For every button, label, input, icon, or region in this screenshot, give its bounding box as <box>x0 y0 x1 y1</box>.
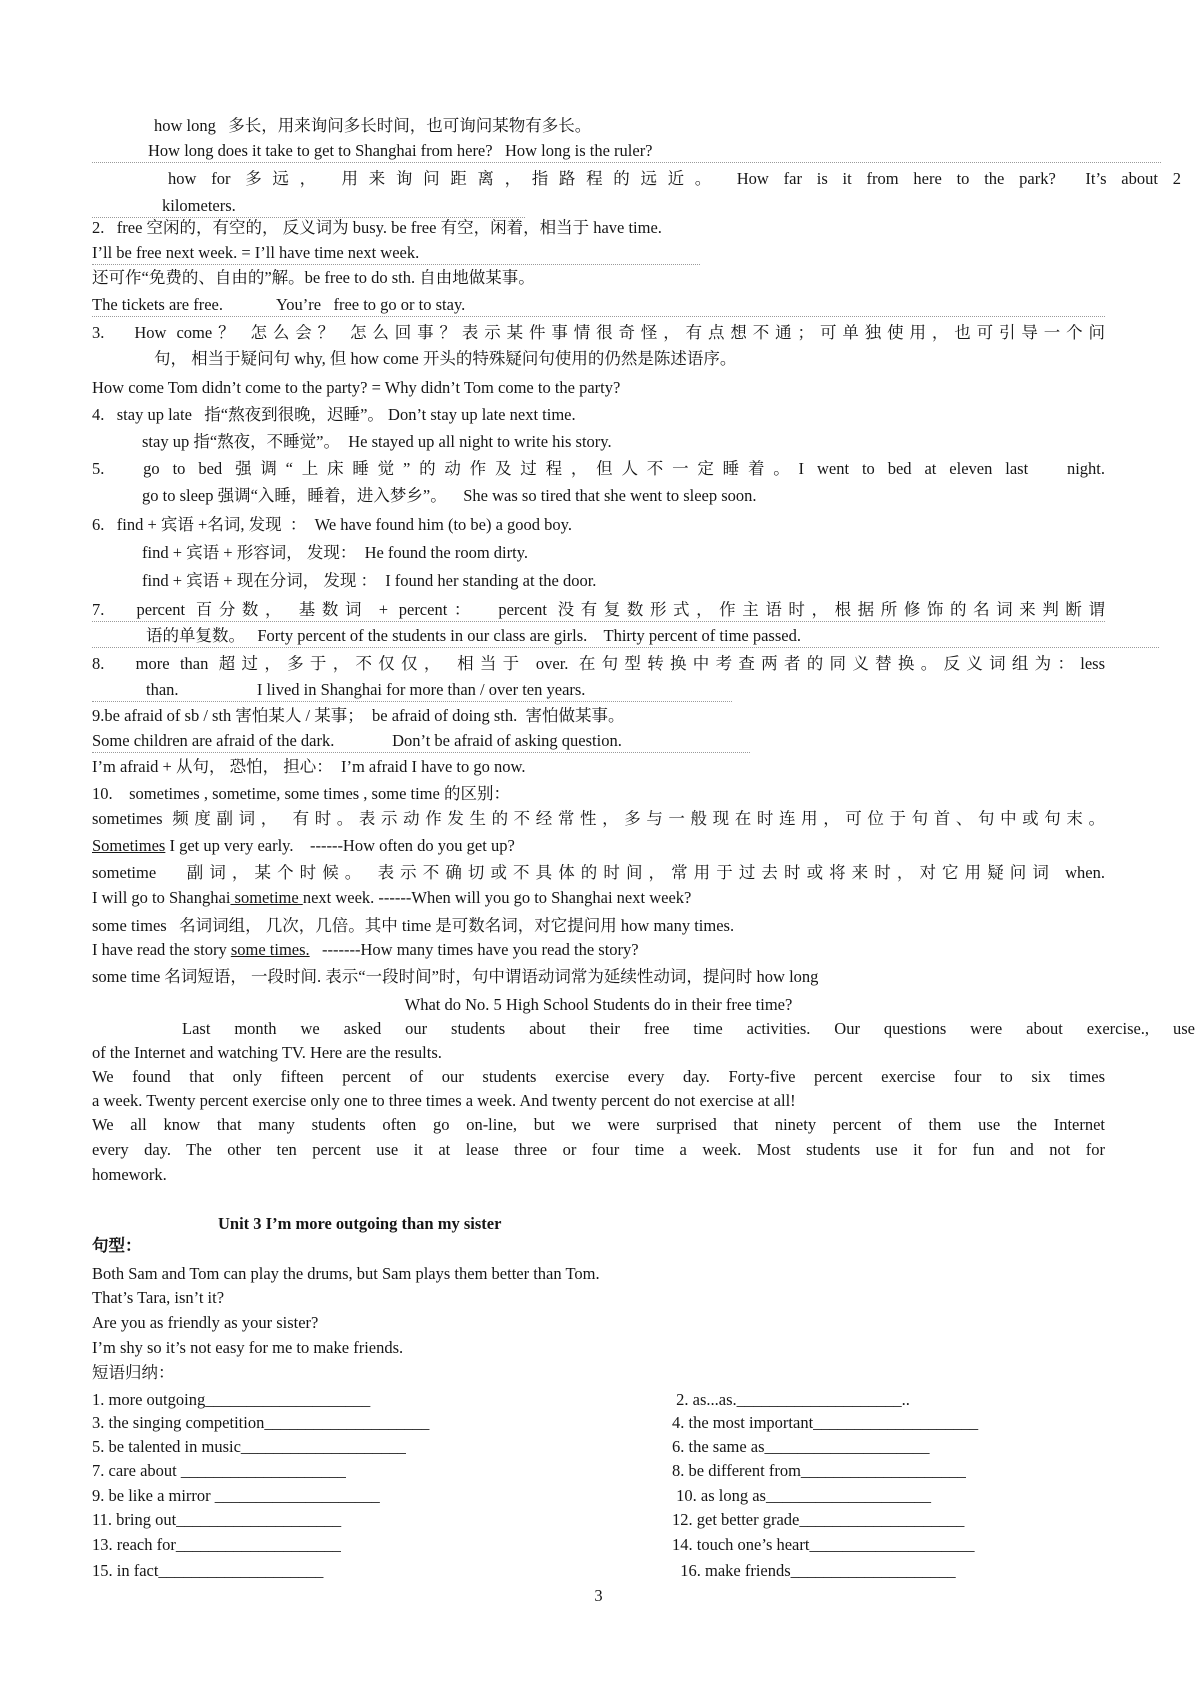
phrase-item: 9. be like a mirror ____________________ <box>92 1486 380 1505</box>
text-line: 5. go to bed 强调“上床睡觉”的动作及过程，但人不一定睡着。I went to bed at eleven last night. <box>92 459 1105 478</box>
phrase-row <box>92 1558 1105 1583</box>
phrase-row <box>92 1410 1105 1435</box>
text-line: 短语归纳： <box>92 1363 175 1382</box>
text-line: 10. sometimes , sometime, some times , some time 的区别： <box>92 784 510 803</box>
phrase-row <box>92 1458 1105 1483</box>
text-line: some time 名词短语， 一段时间. 表示“一段时间”时，句中谓语动词常为延续性动词，提问时 how long <box>92 967 819 986</box>
text-line <box>92 937 1105 962</box>
text-line: how long 多长，用来询问多长时间，也可询问某物有多长。 <box>154 116 592 135</box>
phrase-item: 8. be different from____________________ <box>672 1461 966 1480</box>
text-line: That’s Tara, isn’t it? <box>92 1288 225 1307</box>
text-line: 9.be afraid of sb / sth 害怕某人 / 某事； be afraid of doing sth. 害怕做某事。 <box>92 706 625 725</box>
text-line: We found that only fifteen percent of our students exercise every day. Forty-five percent exercise four to six times <box>92 1067 1105 1086</box>
text-line: 语的单复数。 Forty percent of the students in our class are girls. Thirty percent of time passed. <box>92 623 1159 648</box>
text-line: I’ll be free next week. = I’ll have time next week. <box>92 240 1105 265</box>
text-line: 句， 相当于疑问句 why, 但 how come 开头的特殊疑问句使用的仍然是陈述语序。 <box>154 349 737 368</box>
text-line: how for 多远， 用来询问距离，指路程的远近。 How far is it from here to the park? It’s about 2 <box>168 169 1181 188</box>
text-run: I will go to Shanghai <box>92 888 231 907</box>
phrase-row <box>92 1507 1105 1532</box>
phrase-row <box>92 1532 1105 1557</box>
text-line: sometimes 频度副词， 有时。表示动作发生的不经常性，多与一般现在时连用，可位于句首、句中或句末。 <box>92 809 1105 828</box>
phrase-item: 11. bring out____________________ <box>92 1510 342 1529</box>
text-line: 2. free 空闲的，有空的， 反义词为 busy. be free 有空，闲着，相当于 have time. <box>92 218 662 237</box>
underlined-text: some times. <box>230 940 310 959</box>
phrase-item: 3. the singing competition____________________ <box>92 1413 430 1432</box>
phrase-item: 1. more outgoing____________________ <box>92 1390 371 1409</box>
text-line: I’m afraid + 从句， 恐怕， 担心： I’m afraid I have to go now. <box>92 757 526 776</box>
text-line <box>92 833 1105 858</box>
text-line: stay up 指“熬夜，不睡觉”。 He stayed up all night to write his story. <box>142 432 612 451</box>
text-line: Last month we asked our students about their free time activities. Our questions were about exercise., use <box>182 1019 1195 1038</box>
text-line: I’m shy so it’s not easy for me to make friends. <box>92 1338 404 1357</box>
text-line: Are you as friendly as your sister? <box>92 1313 319 1332</box>
underlined-text: Sometimes <box>92 836 166 855</box>
phrase-item: 16. make friends____________________ <box>672 1561 956 1580</box>
text-run: I have read the story <box>92 940 231 959</box>
text-line: kilometers. <box>92 193 1175 218</box>
text-line: 4. stay up late 指“熬夜到很晚，迟睡”。 Don’t stay up late next time. <box>92 405 576 424</box>
text-line: 3. How come？ 怎么会？ 怎么回事？表示某件事情很奇怪，有点想不通；可单独使用，也可引导一个问 <box>92 323 1105 342</box>
text-line: than. I lived in Shanghai for more than / over ten years. <box>92 677 1159 702</box>
text-line: What do No. 5 High School Students do in their free time? <box>404 995 793 1014</box>
text-line: Some children are afraid of the dark. Don’t be afraid of asking question. <box>92 728 1105 753</box>
phrase-row <box>92 1387 1105 1412</box>
phrase-row <box>92 1434 1105 1459</box>
text-line: a week. Twenty percent exercise only one to three times a week. And twenty percent do not exercise at all! <box>92 1091 796 1110</box>
phrase-item: 13. reach for____________________ <box>92 1535 341 1554</box>
text-line: 句型： <box>92 1236 142 1255</box>
text-line: The tickets are free. You’re free to go or to stay. <box>92 292 1105 317</box>
phrase-item: 12. get better grade____________________ <box>672 1510 965 1529</box>
text-run: I get up very early. ------How often do you get up? <box>165 836 515 855</box>
phrase-item: 4. the most important____________________ <box>672 1413 979 1432</box>
text-line: Unit 3 I’m more outgoing than my sister <box>218 1214 502 1233</box>
phrase-item: 5. be talented in music____________________ <box>92 1437 406 1456</box>
text-line: 6. find + 宾语 +名词, 发现 ： We have found him (to be) a good boy. <box>92 515 572 534</box>
text-line: 8. more than 超过，多于，不仅仅， 相当于 over. 在句型转换中考查两者的同义替换。反义词组为：less <box>92 654 1105 673</box>
text-line: sometime 副词，某个时候。 表示不确切或不具体的时间，常用于过去时或将来时，对它用疑问词 when. <box>92 863 1105 882</box>
text-line: 7. percent 百分数， 基数词 + percent： percent 没有复数形式，作主语时，根据所修饰的名词来判断谓 <box>92 597 1105 622</box>
phrase-item: 10. as long as____________________ <box>672 1486 931 1505</box>
text-line: some times 名词词组， 几次，几倍。其中 time 是可数名词，对它提问用 how many times. <box>92 916 735 935</box>
text-line: We all know that many students often go on-line, but we were surprised that ninety percent of them use the Internet <box>92 1115 1105 1134</box>
phrase-item: 6. the same as____________________ <box>672 1437 930 1456</box>
phrase-item: 7. care about ____________________ <box>92 1461 346 1480</box>
text-line <box>92 885 1105 910</box>
text-line: Both Sam and Tom can play the drums, but Sam plays them better than Tom. <box>92 1264 600 1283</box>
text-line: 还可作“免费的、自由的”解。be free to do sth. 自由地做某事。 <box>92 268 535 287</box>
text-run: next week. ------When will you go to Shanghai next week? <box>302 888 692 907</box>
underlined-text: sometime <box>230 888 303 907</box>
text-line: homework. <box>92 1165 167 1184</box>
phrase-item: 2. as...as.____________________.. <box>672 1390 910 1409</box>
text-line: of the Internet and watching TV. Here are the results. <box>92 1043 442 1062</box>
phrase-item: 15. in fact____________________ <box>92 1561 324 1580</box>
text-line: go to sleep 强调“入睡，睡着，进入梦乡”。 She was so tired that she went to sleep soon. <box>142 486 757 505</box>
text-line: How long does it take to get to Shanghai from here? How long is the ruler? <box>92 138 1161 163</box>
text-line: find + 宾语 + 形容词， 发现： He found the room dirty. <box>142 543 529 562</box>
text-line: How come Tom didn’t come to the party? = Why didn’t Tom come to the party? <box>92 378 621 397</box>
phrase-item: 14. touch one’s heart____________________ <box>672 1535 975 1554</box>
text-line: find + 宾语 + 现在分词， 发现 ： I found her standing at the door. <box>142 571 597 590</box>
text-run: -------How many times have you read the story? <box>309 940 639 959</box>
phrase-row <box>92 1483 1105 1508</box>
page-number: 3 <box>594 1586 603 1605</box>
text-line: every day. The other ten percent use it at lease three or four time a week. Most students use it for fun and not for <box>92 1140 1105 1159</box>
